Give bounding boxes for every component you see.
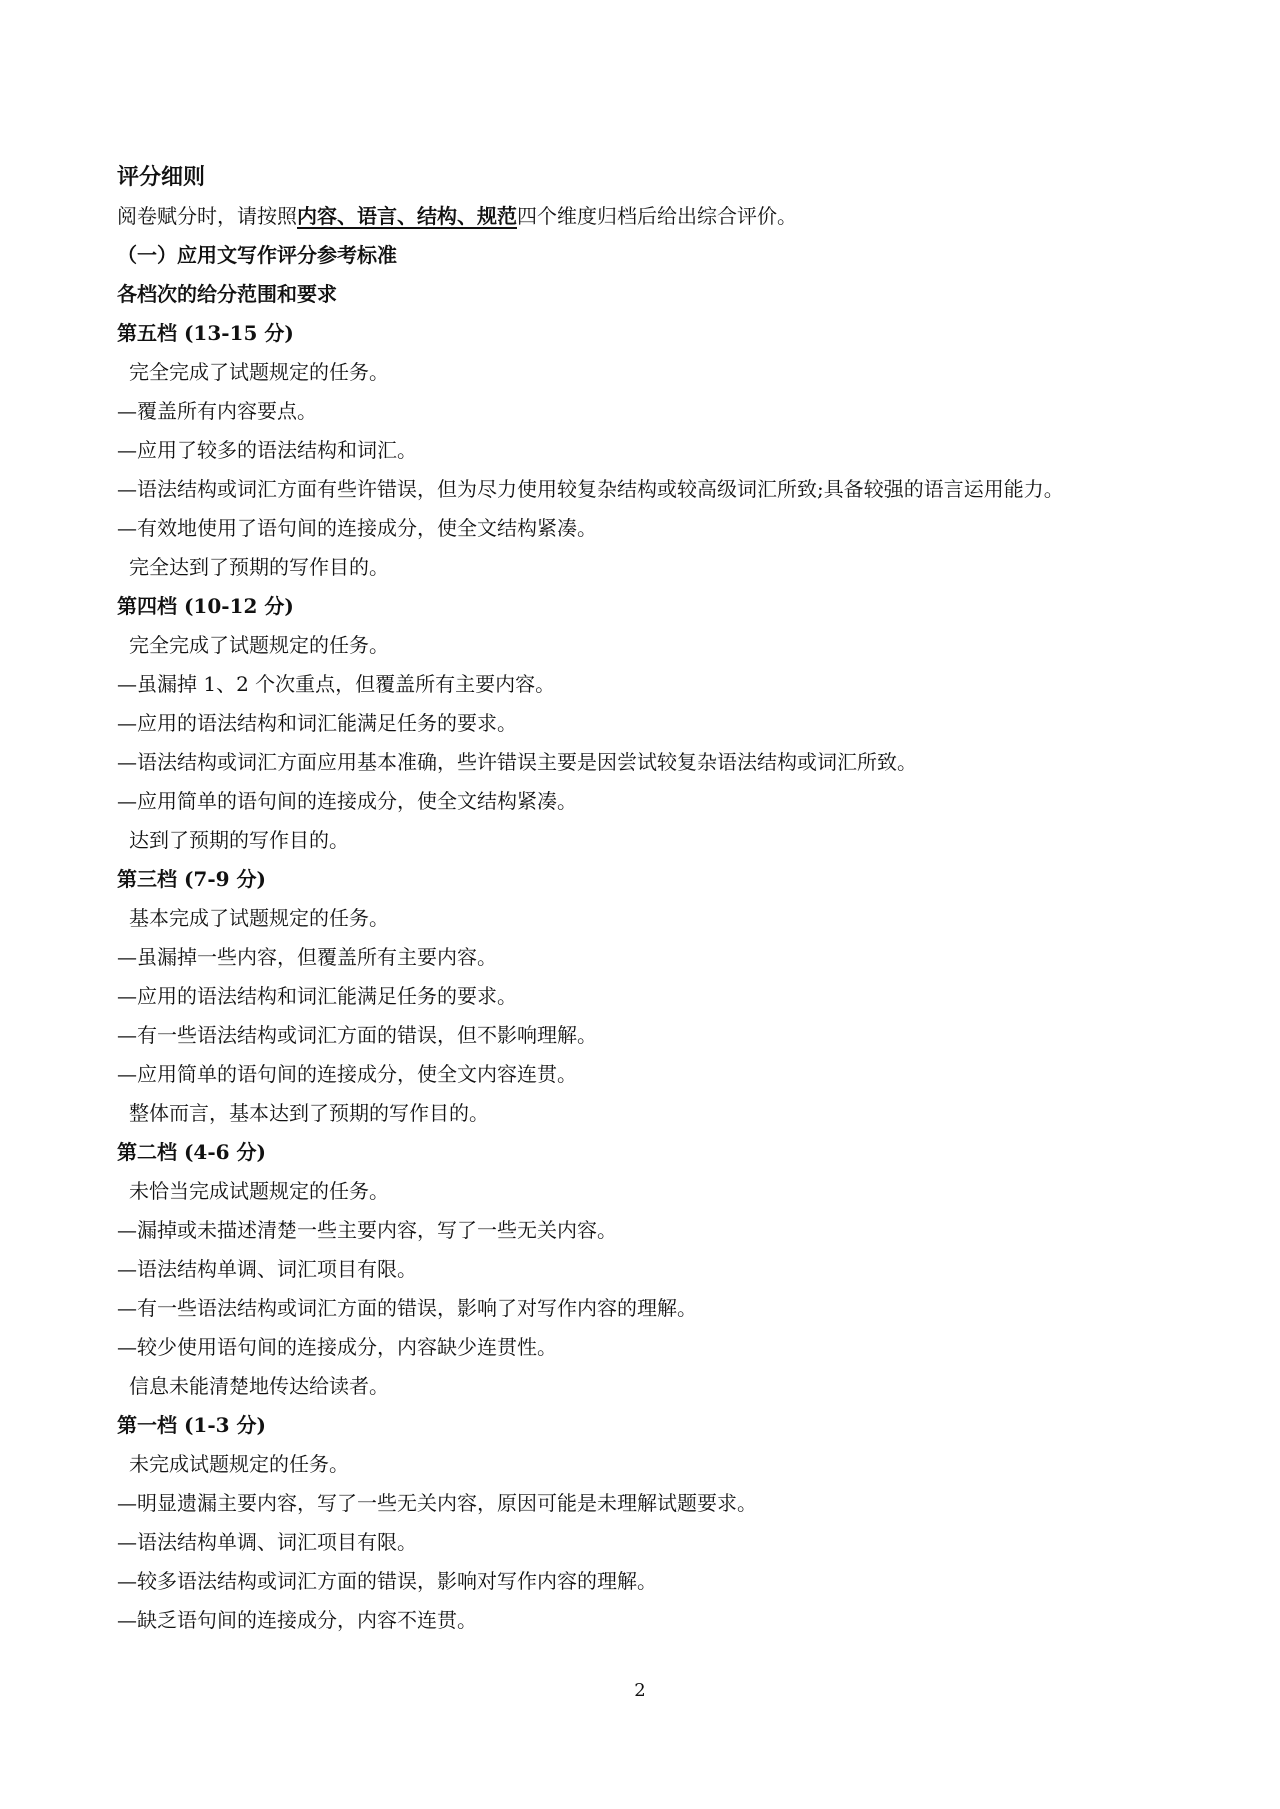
band-3 xyxy=(117,860,1197,1133)
band-point: —有一些语法结构或词汇方面的错误，但不影响理解。 xyxy=(117,1023,597,1047)
dimension-separator: 、 xyxy=(337,204,357,228)
band-conclusion: 整体而言，基本达到了预期的写作目的。 xyxy=(129,1101,489,1125)
band-point: —明显遗漏主要内容，写了一些无关内容，原因可能是未理解试题要求。 xyxy=(117,1491,757,1515)
band-point: —覆盖所有内容要点。 xyxy=(117,399,317,423)
band-point: —漏掉或未描述清楚一些主要内容，写了一些无关内容。 xyxy=(117,1218,617,1242)
band-5 xyxy=(117,314,1197,587)
band-summary: 未完成试题规定的任务。 xyxy=(129,1452,349,1476)
band-point: —应用简单的语句间的连接成分，使全文内容连贯。 xyxy=(117,1062,577,1086)
band-point: —应用的语法结构和词汇能满足任务的要求。 xyxy=(117,711,517,735)
band-point: —应用的语法结构和词汇能满足任务的要求。 xyxy=(117,984,517,1008)
band-point: —有一些语法结构或词汇方面的错误，影响了对写作内容的理解。 xyxy=(117,1296,697,1320)
intro-paragraph xyxy=(117,197,1197,236)
band-conclusion: 达到了预期的写作目的。 xyxy=(129,828,349,852)
band-point: —虽漏掉一些内容，但覆盖所有主要内容。 xyxy=(117,945,497,969)
band-1 xyxy=(117,1406,1197,1640)
page-number: 2 xyxy=(634,1680,646,1701)
dimension-separator: 、 xyxy=(457,204,477,228)
dimension-separator: 、 xyxy=(397,204,417,228)
dimension-norms: 规范 xyxy=(477,204,517,228)
band-point: —语法结构单调、词汇项目有限。 xyxy=(117,1257,417,1281)
band-point: —缺乏语句间的连接成分，内容不连贯。 xyxy=(117,1608,477,1632)
band-summary: 基本完成了试题规定的任务。 xyxy=(129,906,389,930)
band-point: —虽漏掉 1、2 个次重点，但覆盖所有主要内容。 xyxy=(117,672,556,696)
intro-suffix: 四个维度归档后给出综合评价。 xyxy=(517,204,797,228)
band-summary: 完全完成了试题规定的任务。 xyxy=(129,360,389,384)
doc-title: 评分细则 xyxy=(117,164,206,190)
band-conclusion: 信息未能清楚地传达给读者。 xyxy=(129,1374,389,1398)
band-point: —较少使用语句间的连接成分，内容缺少连贯性。 xyxy=(117,1335,557,1359)
band-point: —语法结构或词汇方面应用基本准确，些许错误主要是因尝试较复杂语法结构或词汇所致。 xyxy=(117,750,917,774)
band-point: —较多语法结构或词汇方面的错误，影响对写作内容的理解。 xyxy=(117,1569,657,1593)
subsection-title: 各档次的给分范围和要求 xyxy=(117,282,337,306)
section-title: （一）应用文写作评分参考标准 xyxy=(117,243,397,267)
document-body xyxy=(117,158,1197,1640)
band-title: 第五档 (13-15 分) xyxy=(117,321,294,345)
band-point: —有效地使用了语句间的连接成分，使全文结构紧凑。 xyxy=(117,516,597,540)
band-point: —语法结构或词汇方面有些许错误，但为尽力使用较复杂结构或较高级词汇所致;具备较强的语言运用能力。 xyxy=(117,477,1064,501)
band-point: —应用简单的语句间的连接成分，使全文结构紧凑。 xyxy=(117,789,577,813)
dimension-language: 语言 xyxy=(357,204,397,228)
dimension-structure: 结构 xyxy=(417,204,457,228)
band-summary: 完全完成了试题规定的任务。 xyxy=(129,633,389,657)
band-point: —语法结构单调、词汇项目有限。 xyxy=(117,1530,417,1554)
band-4 xyxy=(117,587,1197,860)
band-conclusion: 完全达到了预期的写作目的。 xyxy=(129,555,389,579)
dimension-content: 内容 xyxy=(297,204,337,228)
band-title: 第三档 (7-9 分) xyxy=(117,867,266,891)
band-point: —应用了较多的语法结构和词汇。 xyxy=(117,438,417,462)
band-summary: 未恰当完成试题规定的任务。 xyxy=(129,1179,389,1203)
band-title: 第一档 (1-3 分) xyxy=(117,1413,266,1437)
band-title: 第二档 (4-6 分) xyxy=(117,1140,266,1164)
intro-prefix: 阅卷赋分时，请按照 xyxy=(117,204,297,228)
band-2 xyxy=(117,1133,1197,1406)
band-title: 第四档 (10-12 分) xyxy=(117,594,294,618)
